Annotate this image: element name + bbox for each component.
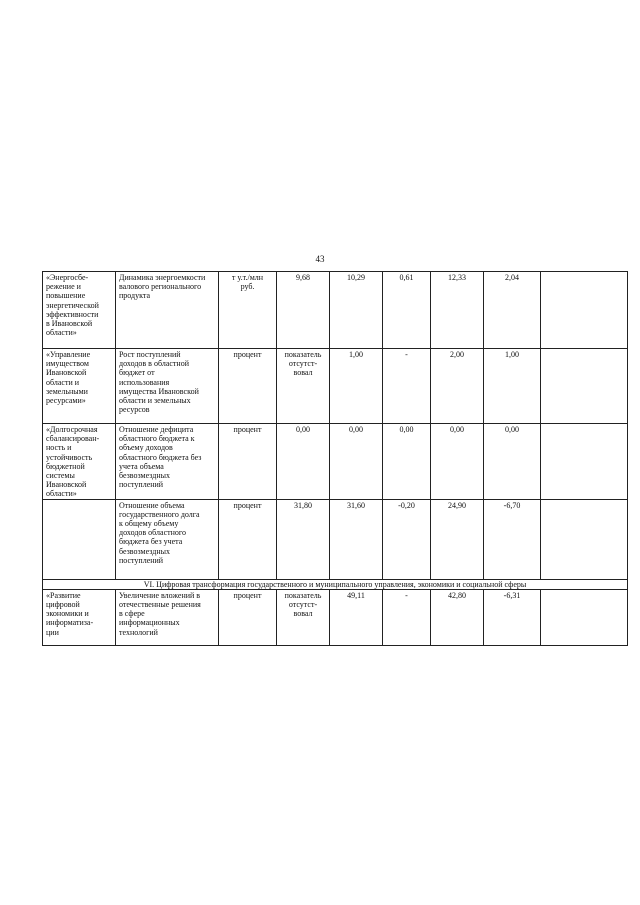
- cell-text-line: вовал: [293, 368, 313, 378]
- value-cell-2: [330, 499, 383, 579]
- cell-text-line: показатель: [284, 590, 322, 600]
- cell-text-line: ность и: [46, 443, 72, 453]
- value-cell-4: [431, 424, 484, 500]
- cell-text-line: области»: [46, 489, 77, 499]
- cell-text-line: процент: [233, 500, 262, 510]
- cell-text-line: к общему объему: [119, 519, 179, 529]
- cell-text-line: 1,00: [505, 350, 519, 359]
- value-cell-3: [383, 589, 431, 645]
- cell-text-line: «Управление: [46, 350, 91, 359]
- cell-text-line: Ивановской: [46, 480, 87, 490]
- value-cell-2: [330, 424, 383, 500]
- cell-text-line: Увеличение вложений в: [119, 590, 201, 600]
- cell-text-line: технологий: [119, 627, 158, 637]
- cell-text-line: -0,20: [398, 500, 415, 510]
- cell-text-line: области и: [46, 377, 80, 387]
- value-cell-4: [431, 349, 484, 424]
- cell-text-line: области и земельных: [119, 396, 191, 406]
- program-cell: [43, 424, 116, 500]
- cell-text-line: Ивановской: [46, 368, 87, 378]
- cell-text-line: 12,33: [448, 273, 466, 282]
- cell-text-line: вовал: [293, 609, 313, 619]
- table-row: [43, 499, 628, 579]
- cell-text-line: 31,80: [294, 500, 312, 510]
- program-cell: [43, 589, 116, 645]
- cell-text-line: бюджет от: [119, 368, 155, 378]
- cell-text-line: 10,29: [347, 273, 365, 282]
- cell-text-line: безвозмездных: [119, 471, 170, 481]
- unit-cell: [219, 499, 277, 579]
- cell-text-line: показатель: [284, 350, 322, 359]
- cell-text-line: 0,00: [399, 425, 414, 434]
- cell-text-line: -: [405, 590, 408, 600]
- value-cell-4: [431, 589, 484, 645]
- cell-text-line: областного бюджета без: [119, 452, 202, 462]
- value-cell-3: [383, 272, 431, 349]
- value-cell-3: [383, 349, 431, 424]
- cell-text-line: -6,70: [503, 500, 521, 510]
- cell-text-line: энергетической: [46, 300, 99, 310]
- cell-text-line: 9,68: [296, 273, 310, 282]
- cell-text-line: Отношение дефицита: [119, 425, 194, 434]
- cell-text-line: валового регионального: [119, 282, 202, 292]
- cell-text-line: 0,00: [450, 425, 464, 434]
- cell-text-line: области»: [46, 328, 77, 338]
- cell-text-line: 0,00: [296, 425, 310, 434]
- value-cell-6: [541, 349, 628, 424]
- cell-text-line: устойчивость: [46, 452, 93, 462]
- value-cell-6: [541, 499, 628, 579]
- cell-text-line: повышение: [46, 291, 86, 301]
- value-cell-1: [277, 349, 330, 424]
- value-cell-3: [383, 499, 431, 579]
- unit-cell: [219, 424, 277, 500]
- cell-text-line: отсутст-: [288, 600, 318, 610]
- cell-text-line: 0,00: [349, 425, 363, 434]
- section-row: [43, 579, 628, 589]
- page-number: 43: [315, 254, 325, 264]
- cell-text-line: отечественные решения: [119, 600, 201, 610]
- cell-text-line: поступлений: [119, 480, 164, 490]
- indicator-cell: [116, 499, 219, 579]
- cell-text-line: Динамика энергоемкости: [119, 273, 206, 282]
- cell-text-line: имуществом: [46, 359, 89, 369]
- cell-text-line: безвозмездных: [119, 546, 170, 556]
- cell-text-line: в Ивановской: [46, 319, 93, 329]
- cell-text-line: Рост поступлений: [119, 350, 181, 359]
- cell-text-line: ресурсов: [119, 405, 150, 415]
- cell-text-line: процент: [233, 425, 262, 434]
- value-cell-5: [484, 499, 541, 579]
- cell-text-line: информационных: [119, 618, 180, 628]
- indicators-table: [42, 271, 628, 646]
- cell-text-line: -6,31: [503, 590, 521, 600]
- cell-text-line: цифровой: [46, 600, 80, 610]
- cell-text-line: системы: [46, 471, 75, 481]
- cell-text-line: бюджета без учета: [119, 537, 183, 547]
- cell-text-line: учета объема: [119, 461, 164, 471]
- value-cell-1: [277, 272, 330, 349]
- table-row: [43, 589, 628, 645]
- cell-text-line: 0,00: [505, 425, 519, 434]
- value-cell-4: [431, 499, 484, 579]
- cell-text-line: 1,00: [349, 350, 363, 359]
- cell-text-line: 2,00: [450, 350, 464, 359]
- unit-cell: [219, 349, 277, 424]
- value-cell-4: [431, 272, 484, 349]
- cell-text-line: использования: [119, 377, 170, 387]
- value-cell-2: [330, 272, 383, 349]
- indicator-cell: [116, 349, 219, 424]
- value-cell-1: [277, 589, 330, 645]
- section-heading: VI. Цифровая трансформация государственного и муниципального управления, экономики и социальной сферы: [43, 579, 628, 589]
- cell-text-line: «Энергосбе-: [46, 273, 89, 282]
- value-cell-1: [277, 499, 330, 579]
- value-cell-5: [484, 589, 541, 645]
- cell-text-line: доходов в областной: [119, 359, 189, 369]
- value-cell-6: [541, 589, 628, 645]
- cell-text-line: областного бюджета к: [119, 434, 195, 444]
- unit-cell: [219, 272, 277, 349]
- cell-text-line: «Развитие: [46, 590, 81, 600]
- cell-text-line: ции: [46, 627, 59, 637]
- cell-text-line: поступлений: [119, 555, 164, 565]
- value-cell-6: [541, 424, 628, 500]
- value-cell-2: [330, 589, 383, 645]
- cell-text-line: имущества Ивановской: [119, 386, 199, 396]
- indicator-cell: [116, 589, 219, 645]
- cell-text-line: 42,80: [448, 590, 466, 600]
- value-cell-6: [541, 272, 628, 349]
- value-cell-3: [383, 424, 431, 500]
- indicator-cell: [116, 424, 219, 500]
- value-cell-1: [277, 424, 330, 500]
- cell-text-line: продукта: [119, 291, 151, 301]
- value-cell-2: [330, 349, 383, 424]
- table-row: [43, 424, 628, 500]
- cell-text-line: отсутст-: [288, 359, 318, 369]
- indicator-cell: [116, 272, 219, 349]
- value-cell-5: [484, 349, 541, 424]
- program-cell: [43, 349, 116, 424]
- cell-text-line: 2,04: [505, 273, 519, 282]
- cell-text-line: бюджетной: [46, 461, 85, 471]
- unit-cell: [219, 589, 277, 645]
- cell-text-line: -: [405, 350, 408, 359]
- cell-text-line: процент: [233, 590, 262, 600]
- cell-text-line: «Долгосрочная: [46, 425, 98, 434]
- cell-text-line: земельными: [46, 386, 88, 396]
- cell-text-line: т у.т./млн: [231, 273, 264, 282]
- cell-text-line: эффективности: [46, 309, 99, 319]
- table-row: [43, 349, 628, 424]
- program-cell: [43, 272, 116, 349]
- value-cell-5: [484, 424, 541, 500]
- cell-text-line: информатиза-: [46, 618, 94, 628]
- cell-text-line: доходов областного: [119, 528, 187, 538]
- cell-text-line: сбалансирован-: [46, 434, 100, 444]
- cell-text-line: 24,90: [448, 500, 466, 510]
- cell-text-line: Отношение объема: [119, 500, 185, 510]
- value-cell-5: [484, 272, 541, 349]
- cell-text-line: режение и: [46, 282, 81, 292]
- program-cell: [43, 499, 116, 579]
- cell-text-line: в сфере: [119, 609, 145, 619]
- cell-text-line: 0,61: [399, 273, 414, 282]
- cell-text-line: объему доходов: [119, 443, 173, 453]
- cell-text-line: государственного долга: [119, 509, 200, 519]
- table-row: [43, 272, 628, 349]
- cell-text-line: ресурсами»: [46, 396, 86, 406]
- cell-text-line: 49,11: [347, 590, 365, 600]
- cell-text-line: процент: [233, 350, 262, 359]
- cell-text-line: руб.: [240, 282, 255, 292]
- cell-text-line: 31,60: [347, 500, 365, 510]
- cell-text-line: экономики и: [46, 609, 89, 619]
